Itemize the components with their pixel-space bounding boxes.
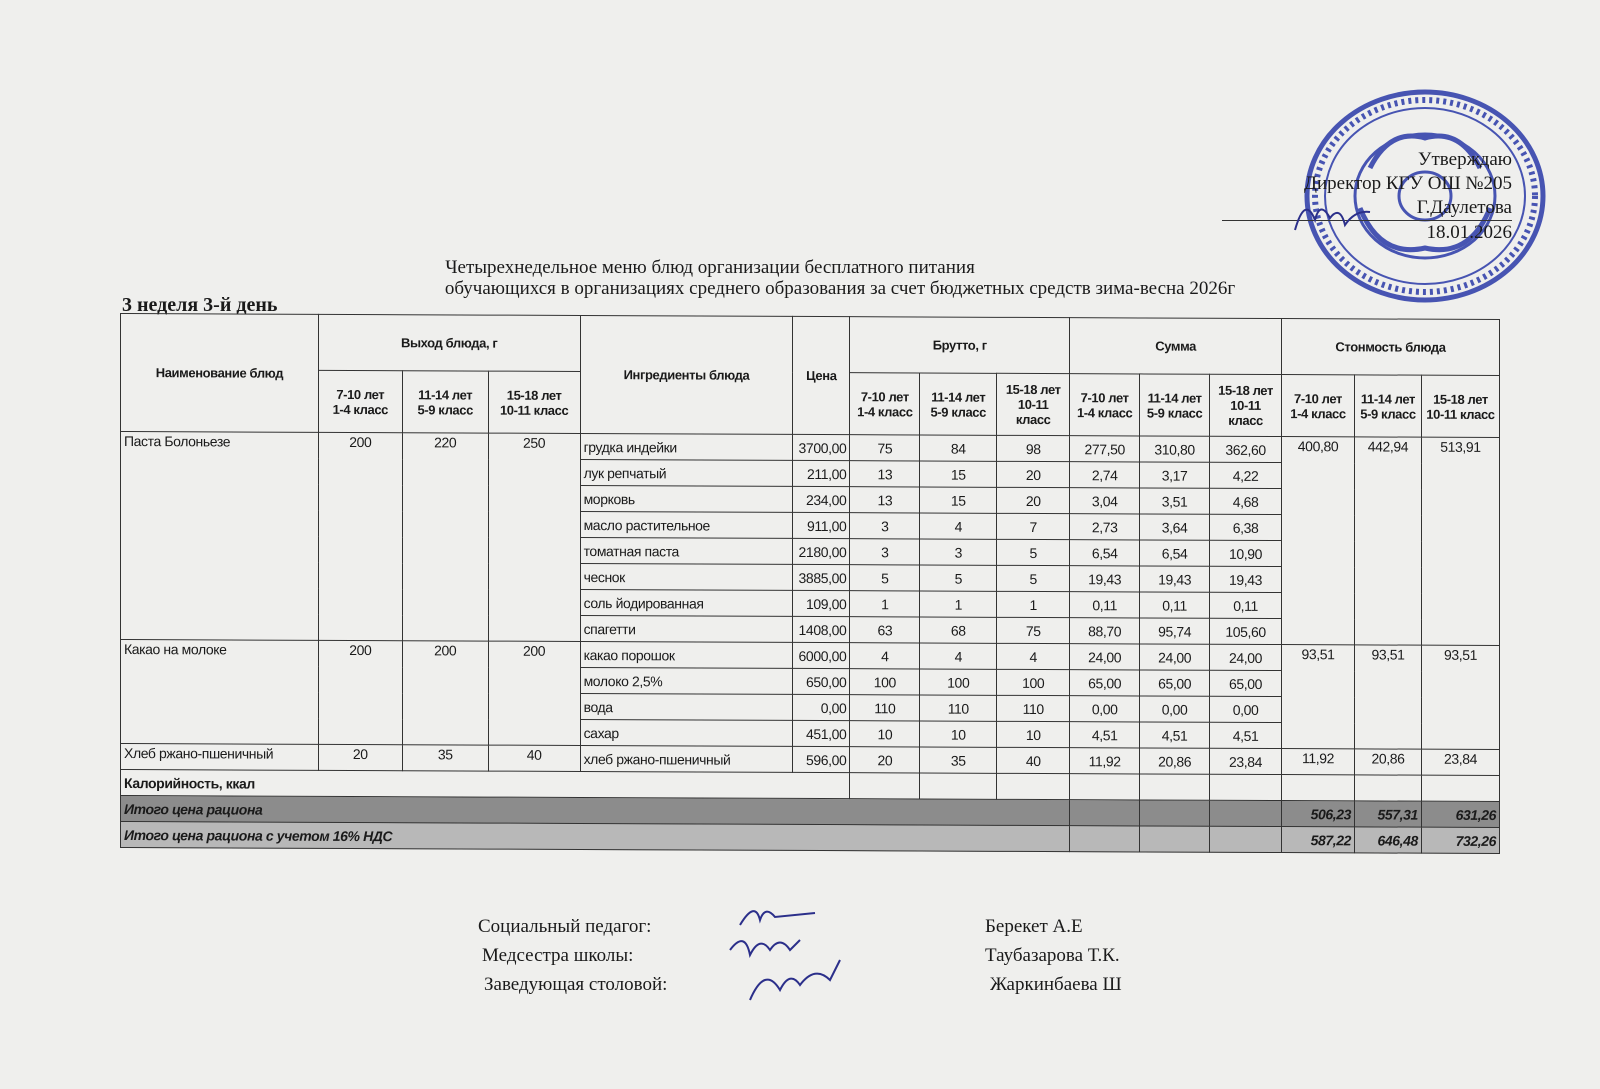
ingredient-name: молоко 2,5% — [580, 667, 793, 694]
dish-cost: 93,51 — [1282, 645, 1355, 749]
ingredient-brutto: 110 — [920, 695, 997, 721]
ingredient-price: 211,00 — [793, 460, 850, 486]
signature-name: Таубазарова Т.К. — [985, 945, 1120, 966]
ingredient-brutto: 1 — [920, 591, 997, 617]
ingredient-brutto: 100 — [920, 669, 997, 695]
ingredient-sum: 0,00 — [1140, 696, 1210, 722]
week-day-label: 3 неделя 3-й день — [122, 294, 278, 316]
approval-position: Директор КГУ ОШ №205 — [1304, 173, 1512, 194]
ingredient-name: томатная паста — [580, 537, 793, 564]
ingredient-brutto: 4 — [997, 643, 1070, 669]
grade-range: 10-11 класс — [1015, 396, 1051, 428]
dish-cost: 442,94 — [1354, 437, 1421, 645]
ingredient-sum: 0,11 — [1140, 592, 1210, 618]
ingredient-price: 911,00 — [793, 512, 850, 538]
ingredient-price: 3700,00 — [793, 434, 850, 460]
ingredient-brutto: 3 — [850, 513, 920, 539]
ingredient-brutto: 13 — [850, 461, 920, 487]
header-age-group — [1354, 375, 1421, 437]
dish-yield: 250 — [488, 433, 580, 641]
ingredient-brutto: 98 — [997, 435, 1070, 461]
grade-range: 10-11 класс — [499, 402, 569, 418]
empty-cell — [1140, 800, 1210, 826]
dish-yield: 200 — [318, 640, 402, 744]
ingredient-brutto: 20 — [997, 461, 1070, 487]
ingredient-sum: 65,00 — [1210, 670, 1282, 696]
age-range: 11-14 лет — [931, 389, 986, 405]
ingredient-sum: 0,00 — [1210, 696, 1282, 722]
ingredient-brutto: 110 — [997, 695, 1070, 721]
calories-label: Калорийность, ккал — [121, 769, 850, 798]
ingredient-brutto: 5 — [997, 565, 1070, 591]
header-price: Цена — [793, 316, 850, 434]
dish-cost: 23,84 — [1421, 749, 1499, 775]
total-row-label: Итого цена рациона — [121, 795, 1070, 825]
document-title-line1: Четырехнедельное меню блюд организации бесплатного питания — [445, 257, 975, 278]
signatures-names — [985, 912, 1122, 999]
dish-yield: 200 — [488, 641, 580, 745]
grade-range: 5-9 класс — [1360, 405, 1416, 422]
ingredient-sum: 277,50 — [1070, 436, 1140, 462]
empty-cell — [1140, 774, 1210, 800]
ingredient-sum: 19,43 — [1210, 566, 1282, 592]
ingredient-sum: 310,80 — [1140, 436, 1210, 462]
empty-cell — [1421, 775, 1499, 801]
total-vat-row-value: 732,26 — [1421, 827, 1499, 853]
ingredient-sum: 4,51 — [1140, 722, 1210, 748]
dish-yield: 35 — [402, 745, 488, 771]
ingredient-sum: 362,60 — [1210, 436, 1282, 462]
ingredient-name: какао порошок — [580, 641, 793, 668]
empty-cell — [920, 773, 997, 799]
ingredient-brutto: 68 — [920, 617, 997, 643]
ingredient-sum: 2,73 — [1070, 514, 1140, 540]
ingredient-brutto: 100 — [850, 669, 920, 695]
empty-cell — [1070, 800, 1140, 826]
ingredient-sum: 3,04 — [1070, 488, 1140, 514]
ingredient-sum: 4,68 — [1210, 488, 1282, 514]
ingredient-name: спагетти — [580, 615, 793, 642]
header-age-group — [318, 370, 402, 432]
empty-cell — [1210, 800, 1282, 826]
grade-range: 1-4 класс — [1290, 405, 1346, 421]
header-ingredients: Ингредиенты блюда — [580, 315, 793, 434]
ingredient-sum: 4,22 — [1210, 462, 1282, 488]
table-row — [121, 639, 1500, 671]
total-row-value: 506,23 — [1282, 801, 1355, 827]
ingredient-name: сахар — [580, 719, 793, 746]
age-range: 15-18 лет — [506, 387, 562, 403]
ingredient-brutto: 3 — [850, 539, 920, 565]
document-title-line2: обучающихся в организациях среднего образования за счет бюджетных средств зима-весна 2026г — [444, 278, 1236, 299]
ingredient-sum: 19,43 — [1070, 566, 1140, 592]
dish-name: Паста Болоньезе — [121, 431, 319, 640]
age-range: 7-10 лет — [860, 388, 909, 404]
ingredient-brutto: 4 — [920, 643, 997, 669]
ingredient-name: грудка индейки — [580, 433, 793, 460]
ingredient-brutto: 20 — [850, 747, 920, 773]
ingredient-name: морковь — [580, 485, 793, 512]
age-range: 11-14 лет — [1360, 390, 1415, 407]
ingredient-sum: 6,54 — [1140, 540, 1210, 566]
header-yield: Выход блюда, г — [318, 314, 580, 371]
ingredient-sum: 105,60 — [1210, 618, 1282, 644]
ingredient-brutto: 110 — [850, 695, 920, 721]
approval-signatory: Г.Даулетова — [1222, 196, 1512, 221]
empty-cell — [1210, 826, 1282, 852]
ingredient-sum: 23,84 — [1210, 748, 1282, 774]
age-range: 15-18 лет — [1433, 391, 1488, 407]
dish-yield: 20 — [318, 744, 402, 770]
ingredient-name: вода — [580, 693, 793, 720]
age-range: 11-14 лет — [1147, 389, 1202, 406]
ingredient-sum: 6,38 — [1210, 514, 1282, 540]
ingredient-name: чеснок — [580, 563, 793, 590]
total-row-value: 557,31 — [1354, 801, 1421, 827]
dish-cost: 20,86 — [1354, 749, 1421, 775]
age-range: 7-10 лет — [336, 386, 385, 402]
approval-date: 18.01.2026 — [1426, 222, 1512, 243]
ingredient-brutto: 63 — [850, 617, 920, 643]
ingredient-sum: 0,00 — [1070, 696, 1140, 722]
total-vat-row — [121, 821, 1500, 853]
ingredient-price: 2180,00 — [793, 538, 850, 564]
header-age-group — [1140, 374, 1210, 436]
total-vat-row-label: Итого цена рациона с учетом 16% НДС — [121, 821, 1070, 851]
ingredient-brutto: 1 — [850, 591, 920, 617]
ingredient-sum: 6,54 — [1070, 540, 1140, 566]
header-age-group — [850, 373, 920, 435]
header-age-group — [1421, 375, 1499, 437]
grade-range: 5-9 класс — [417, 401, 473, 418]
table-row — [121, 431, 1500, 463]
ingredient-name: хлеб ржано-пшеничный — [580, 745, 793, 772]
grade-range: 1-4 класс — [332, 401, 388, 417]
grade-range: 1-4 класс — [857, 403, 913, 419]
signature-role: Социальный педагог: — [478, 916, 652, 937]
ingredient-brutto: 10 — [997, 721, 1070, 747]
empty-cell — [1070, 774, 1140, 800]
grade-range: 5-9 класс — [1146, 404, 1203, 421]
ingredient-sum: 10,90 — [1210, 540, 1282, 566]
ingredient-price: 3885,00 — [793, 564, 850, 590]
handwritten-signatures — [720, 895, 860, 1015]
ingredient-brutto: 5 — [920, 565, 997, 591]
total-vat-row-value: 646,48 — [1354, 827, 1421, 853]
header-name: Наименование блюд — [121, 313, 319, 432]
header-cost: Стонмость блюда — [1282, 319, 1500, 376]
signatures-roles — [478, 912, 667, 999]
ingredient-sum: 2,74 — [1070, 462, 1140, 488]
total-vat-row-value: 587,22 — [1282, 827, 1355, 853]
dish-yield: 200 — [318, 432, 402, 640]
ingredient-sum: 3,17 — [1140, 462, 1210, 488]
ingredient-sum: 0,11 — [1210, 592, 1282, 618]
ingredient-price: 596,00 — [793, 746, 850, 772]
ingredient-brutto: 35 — [920, 747, 997, 773]
age-range: 15-18 лет — [1218, 382, 1273, 399]
ingredient-brutto: 84 — [920, 435, 997, 461]
header-age-group — [1282, 375, 1355, 437]
ingredient-brutto: 5 — [850, 565, 920, 591]
director-signature — [1285, 190, 1375, 240]
ingredient-brutto: 75 — [850, 435, 920, 461]
age-range: 7-10 лет — [1294, 390, 1342, 406]
dish-cost: 513,91 — [1421, 437, 1499, 645]
ingredient-brutto: 5 — [997, 539, 1070, 565]
dish-name: Какао на молоке — [121, 639, 319, 744]
header-sum: Сумма — [1070, 318, 1282, 375]
empty-cell — [1282, 775, 1355, 801]
ingredient-sum: 24,00 — [1070, 644, 1140, 670]
signature-role: Заведующая столовой: — [484, 974, 668, 995]
ingredient-brutto: 7 — [997, 513, 1070, 539]
ingredient-brutto: 13 — [850, 487, 920, 513]
ingredient-sum: 19,43 — [1140, 566, 1210, 592]
ingredient-price: 1408,00 — [793, 616, 850, 642]
ingredient-price: 0,00 — [793, 694, 850, 720]
empty-cell — [1210, 774, 1282, 800]
empty-cell — [1354, 775, 1421, 801]
grade-range: 10-11 класс — [1426, 406, 1495, 422]
header-age-group — [1070, 374, 1140, 436]
empty-cell — [1140, 826, 1210, 852]
ingredient-sum: 20,86 — [1140, 748, 1210, 774]
dish-name: Хлеб ржано-пшеничный — [121, 743, 319, 770]
empty-cell — [997, 773, 1070, 799]
ingredient-sum: 4,51 — [1070, 722, 1140, 748]
ingredient-brutto: 40 — [997, 747, 1070, 773]
ingredient-brutto: 15 — [920, 461, 997, 487]
ingredient-sum: 88,70 — [1070, 618, 1140, 644]
dish-cost: 93,51 — [1354, 645, 1421, 749]
age-range: 15-18 лет — [1005, 381, 1061, 398]
header-brutto: Брутто, г — [850, 317, 1070, 374]
age-range: 7-10 лет — [1080, 389, 1129, 405]
empty-cell — [1070, 826, 1140, 852]
ingredient-sum: 65,00 — [1070, 670, 1140, 696]
dish-cost: 93,51 — [1421, 645, 1499, 749]
header-age-group — [920, 373, 997, 435]
ingredient-brutto: 15 — [920, 487, 997, 513]
ingredient-sum: 3,64 — [1140, 514, 1210, 540]
grade-range: 5-9 класс — [930, 404, 986, 420]
ingredient-sum: 4,51 — [1210, 722, 1282, 748]
ingredient-name: масло растительное — [580, 511, 793, 538]
grade-range: 10-11 класс — [1228, 397, 1263, 428]
age-range: 11-14 лет — [418, 386, 473, 403]
ingredient-sum: 3,51 — [1140, 488, 1210, 514]
ingredient-brutto: 10 — [920, 721, 997, 747]
dish-yield: 40 — [488, 745, 580, 771]
signature-role: Медсестра школы: — [482, 945, 634, 966]
header-age-group — [402, 371, 488, 433]
ingredient-price: 109,00 — [793, 590, 850, 616]
dish-cost: 400,80 — [1282, 437, 1355, 645]
ingredient-brutto: 20 — [997, 487, 1070, 513]
header-age-group — [1210, 374, 1282, 436]
header-age-group — [488, 371, 580, 433]
ingredient-name: лук репчатый — [580, 459, 793, 486]
ingredient-brutto: 1 — [997, 591, 1070, 617]
ingredient-price: 650,00 — [793, 668, 850, 694]
signature-name: Берекет А.Е — [985, 916, 1083, 937]
ingredient-sum: 24,00 — [1140, 644, 1210, 670]
dish-yield: 220 — [402, 433, 488, 641]
dish-yield: 200 — [402, 641, 488, 745]
ingredient-price: 6000,00 — [793, 642, 850, 668]
ingredient-sum: 11,92 — [1070, 748, 1140, 774]
ingredient-brutto: 75 — [997, 617, 1070, 643]
ingredient-brutto: 3 — [920, 539, 997, 565]
approval-heading: Утверждаю — [1418, 149, 1512, 170]
ingredient-brutto: 100 — [997, 669, 1070, 695]
ingredient-sum: 24,00 — [1210, 644, 1282, 670]
ingredient-price: 451,00 — [793, 720, 850, 746]
grade-range: 1-4 класс — [1076, 404, 1133, 420]
dish-cost: 11,92 — [1282, 749, 1355, 775]
ingredient-price: 234,00 — [793, 486, 850, 512]
empty-cell — [850, 773, 920, 799]
ingredient-brutto: 10 — [850, 721, 920, 747]
signature-name: Жаркинбаева Ш — [990, 974, 1122, 995]
ingredient-sum: 65,00 — [1140, 670, 1210, 696]
ingredient-sum: 0,11 — [1070, 592, 1140, 618]
ingredient-brutto: 4 — [920, 513, 997, 539]
header-age-group — [997, 373, 1070, 435]
ingredient-brutto: 4 — [850, 643, 920, 669]
menu-table — [120, 313, 1500, 854]
ingredient-name: соль йодированная — [580, 589, 793, 616]
total-row-value: 631,26 — [1421, 801, 1499, 827]
ingredient-sum: 95,74 — [1140, 618, 1210, 644]
